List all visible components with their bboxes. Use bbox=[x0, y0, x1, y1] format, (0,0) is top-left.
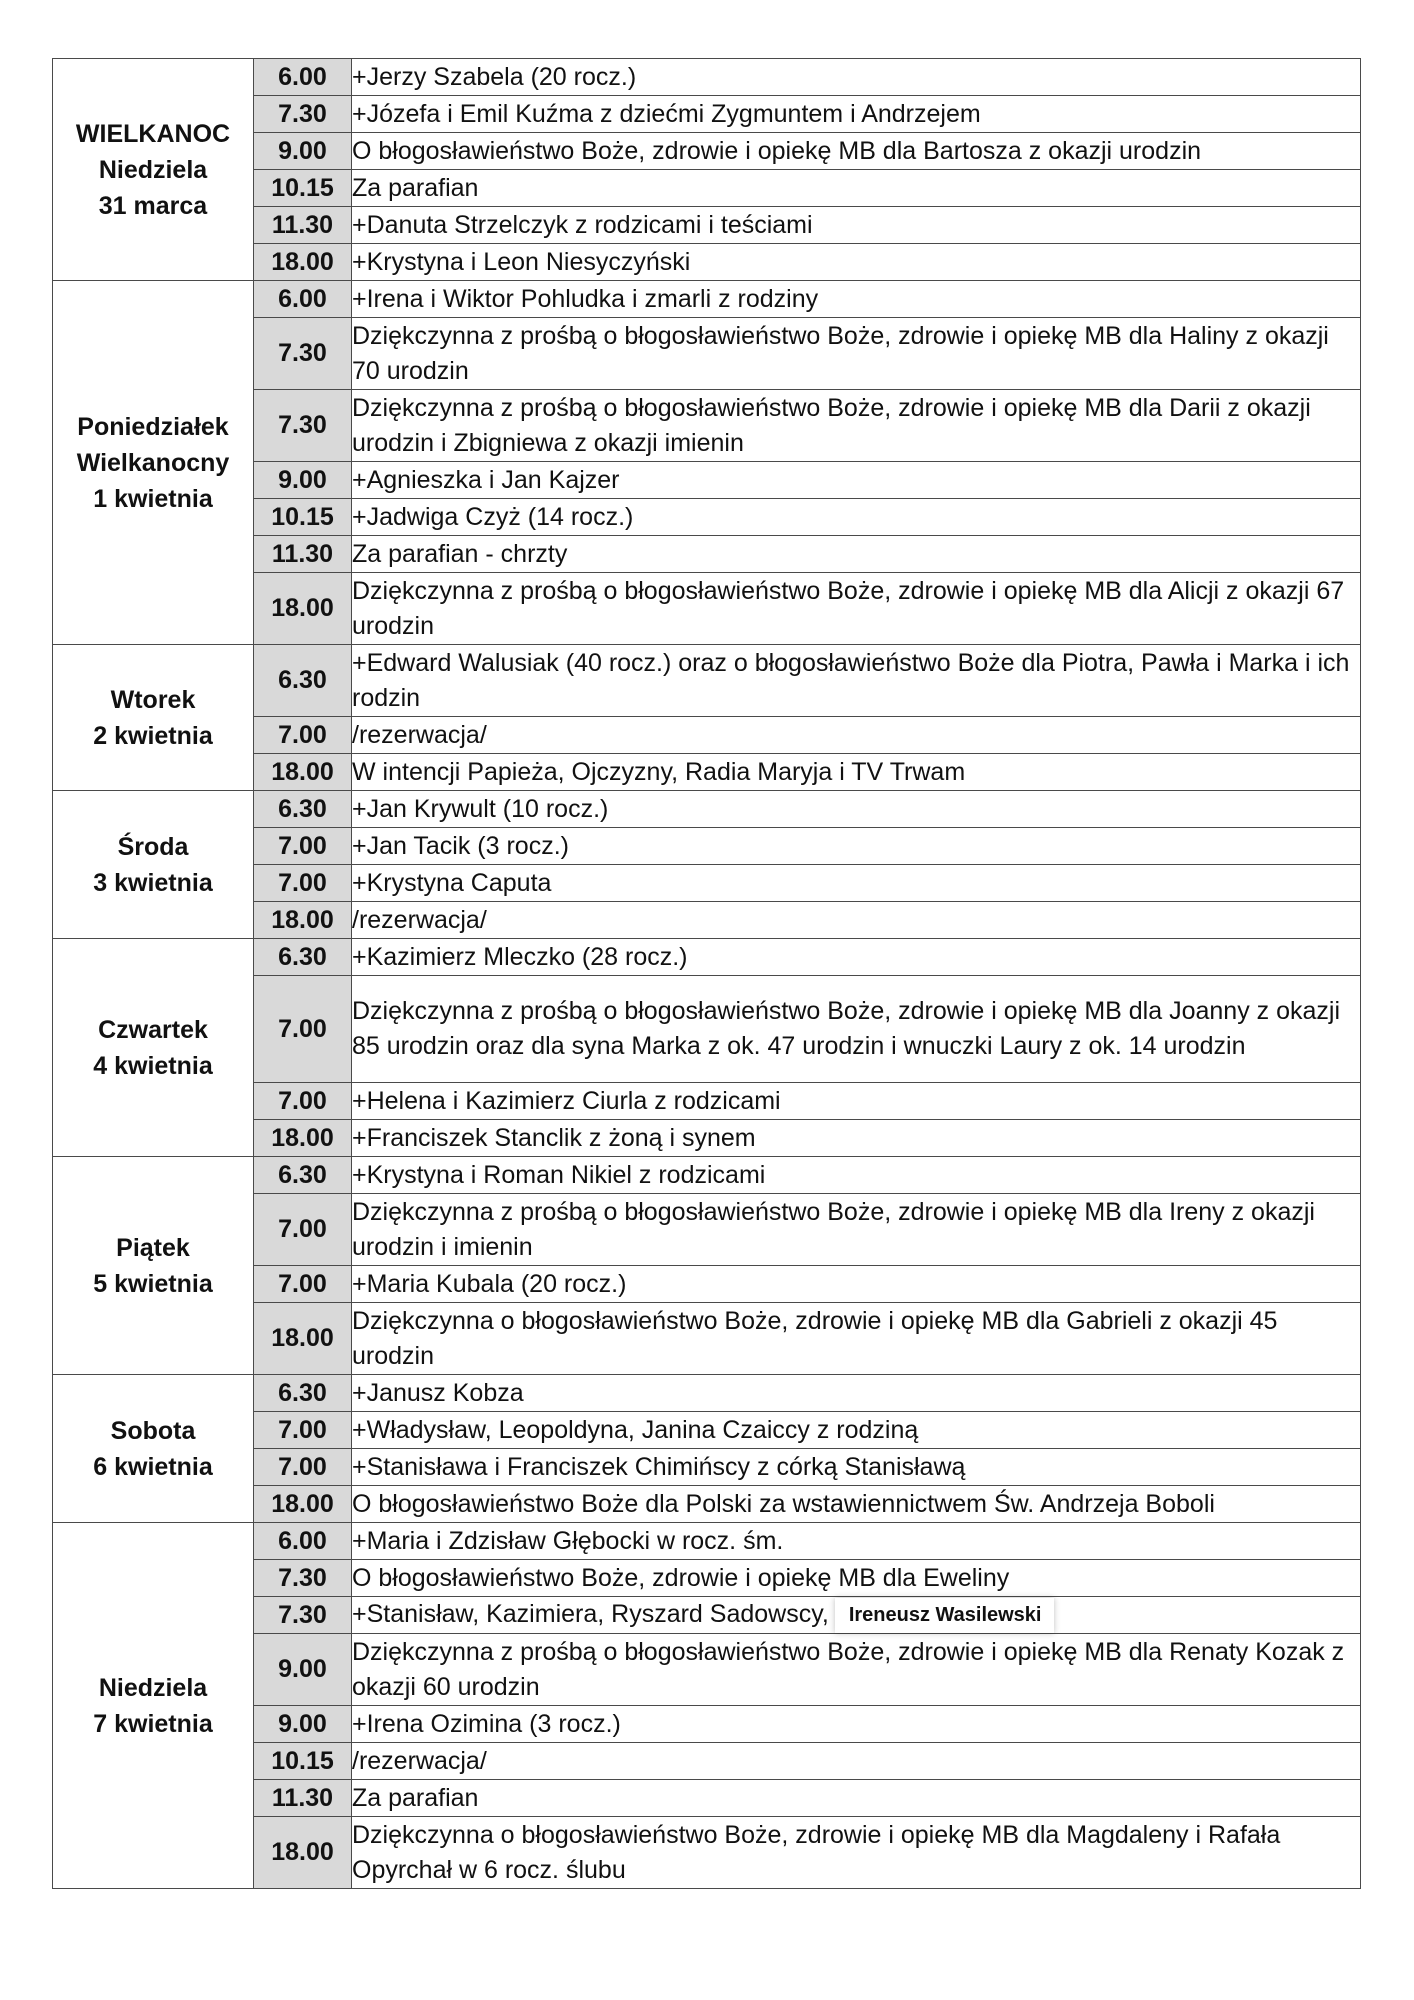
mass-time: 18.00 bbox=[254, 754, 352, 791]
mass-intention-cell bbox=[352, 1634, 1361, 1706]
mass-intention: +Krystyna i Leon Niesyczyński bbox=[352, 247, 691, 276]
schedule-body bbox=[53, 59, 1361, 1889]
mass-time: 11.30 bbox=[254, 1780, 352, 1817]
table-row bbox=[53, 281, 1361, 318]
table-row bbox=[53, 645, 1361, 717]
mass-intention-cell bbox=[352, 902, 1361, 939]
mass-intention: O błogosławieństwo Boże dla Polski za wstawiennictwem Św. Andrzeja Boboli bbox=[352, 1489, 1215, 1518]
day-date: 3 kwietnia bbox=[93, 868, 213, 897]
mass-time: 10.15 bbox=[254, 499, 352, 536]
mass-time: 7.00 bbox=[254, 1412, 352, 1449]
mass-intention-cell bbox=[352, 717, 1361, 754]
mass-intention-cell bbox=[352, 133, 1361, 170]
mass-intention-cell bbox=[352, 1083, 1361, 1120]
mass-intention: /rezerwacja/ bbox=[352, 720, 487, 749]
mass-intention: +Helena i Kazimierz Ciurla z rodzicami bbox=[352, 1086, 781, 1115]
mass-intention: +Agnieszka i Jan Kajzer bbox=[352, 465, 620, 494]
mass-intention-cell bbox=[352, 1597, 1361, 1634]
mass-intention: +Edward Walusiak (40 rocz.) oraz o błogosławieństwo Boże dla Piotra, Pawła i Marka i ich rodzin bbox=[352, 648, 1350, 712]
mass-time: 11.30 bbox=[254, 207, 352, 244]
mass-intention: +Janusz Kobza bbox=[352, 1378, 524, 1407]
mass-intention-cell bbox=[352, 1523, 1361, 1560]
day-cell bbox=[53, 1375, 254, 1523]
mass-intention-cell bbox=[352, 791, 1361, 828]
day-subtitle: Niedziela bbox=[98, 155, 208, 184]
mass-intention: Za parafian bbox=[352, 1783, 479, 1812]
mass-time: 18.00 bbox=[254, 1303, 352, 1375]
mass-time: 7.30 bbox=[254, 1560, 352, 1597]
mass-intention: +Krystyna Caputa bbox=[352, 868, 552, 897]
mass-intention: O błogosławieństwo Boże, zdrowie i opiekę MB dla Eweliny bbox=[352, 1563, 1010, 1592]
day-date: 7 kwietnia bbox=[93, 1709, 213, 1738]
mass-intention-cell bbox=[352, 1449, 1361, 1486]
mass-intention: +Krystyna i Roman Nikiel z rodzicami bbox=[352, 1160, 766, 1189]
mass-intention: +Stanisława i Franciszek Chimińscy z córką Stanisławą bbox=[352, 1452, 966, 1481]
mass-intention-cell bbox=[352, 865, 1361, 902]
day-date: 6 kwietnia bbox=[93, 1452, 213, 1481]
mass-time: 18.00 bbox=[254, 573, 352, 645]
day-cell bbox=[53, 939, 254, 1157]
table-row bbox=[53, 1523, 1361, 1560]
mass-time: 7.30 bbox=[254, 96, 352, 133]
mass-intention: Dziękczynna z prośbą o błogosławieństwo Boże, zdrowie i opiekę MB dla Alicji z okazji 67 urodzin bbox=[352, 576, 1345, 640]
mass-time: 7.00 bbox=[254, 865, 352, 902]
mass-intentions-table bbox=[52, 58, 1361, 1889]
mass-intention-cell bbox=[352, 1303, 1361, 1375]
mass-time: 7.00 bbox=[254, 1449, 352, 1486]
day-cell bbox=[53, 281, 254, 645]
mass-intention: Dziękczynna o błogosławieństwo Boże, zdrowie i opiekę MB dla Gabrieli z okazji 45 urodzin bbox=[352, 1306, 1278, 1370]
mass-intention-cell bbox=[352, 645, 1361, 717]
mass-intention: Za parafian - chrzty bbox=[352, 539, 568, 568]
mass-time: 9.00 bbox=[254, 1706, 352, 1743]
mass-intention-cell bbox=[352, 1194, 1361, 1266]
mass-intention-cell bbox=[352, 1706, 1361, 1743]
mass-intention: W intencji Papieża, Ojczyzny, Radia Maryja i TV Trwam bbox=[352, 757, 966, 786]
mass-intention: +Władysław, Leopoldyna, Janina Czaiccy z rodziną bbox=[352, 1415, 919, 1444]
mass-intention: +Jerzy Szabela (20 rocz.) bbox=[352, 62, 637, 91]
mass-time: 18.00 bbox=[254, 902, 352, 939]
day-cell bbox=[53, 791, 254, 939]
mass-intention-cell bbox=[352, 1120, 1361, 1157]
table-row bbox=[53, 791, 1361, 828]
mass-intention-cell bbox=[352, 207, 1361, 244]
mass-time: 7.00 bbox=[254, 1194, 352, 1266]
mass-intention-cell bbox=[352, 1560, 1361, 1597]
mass-intention: +Irena Ozimina (3 rocz.) bbox=[352, 1709, 621, 1738]
day-date: 4 kwietnia bbox=[93, 1051, 213, 1080]
mass-time: 6.00 bbox=[254, 281, 352, 318]
mass-intention-cell bbox=[352, 828, 1361, 865]
mass-intention: Za parafian bbox=[352, 173, 479, 202]
mass-intention: Dziękczynna z prośbą o błogosławieństwo Boże, zdrowie i opiekę MB dla Joanny z okazji 85 urodzin oraz dla syna Marka z ok. 47 urodzin i wnuczki Laury z ok. 14 urodzin bbox=[352, 997, 1341, 1060]
day-cell bbox=[53, 59, 254, 281]
mass-time: 18.00 bbox=[254, 1817, 352, 1889]
mass-time: 6.30 bbox=[254, 645, 352, 717]
mass-time: 18.00 bbox=[254, 244, 352, 281]
mass-time: 9.00 bbox=[254, 1634, 352, 1706]
mass-time: 18.00 bbox=[254, 1486, 352, 1523]
mass-time: 7.00 bbox=[254, 976, 352, 1083]
mass-time: 7.00 bbox=[254, 717, 352, 754]
mass-time: 7.00 bbox=[254, 1266, 352, 1303]
table-row bbox=[53, 939, 1361, 976]
mass-time: 6.00 bbox=[254, 1523, 352, 1560]
mass-time: 6.30 bbox=[254, 1375, 352, 1412]
mass-intention-cell bbox=[352, 1375, 1361, 1412]
mass-time: 9.00 bbox=[254, 462, 352, 499]
mass-intention: +Jadwiga Czyż (14 rocz.) bbox=[352, 502, 634, 531]
mass-intention: /rezerwacja/ bbox=[352, 1746, 487, 1775]
day-date: 31 marca bbox=[98, 191, 208, 220]
mass-time: 7.30 bbox=[254, 318, 352, 390]
mass-time: 7.00 bbox=[254, 1083, 352, 1120]
mass-time: 6.00 bbox=[254, 59, 352, 96]
mass-intention-cell bbox=[352, 244, 1361, 281]
day-subtitle: Wielkanocny bbox=[76, 448, 230, 477]
mass-intention: +Franciszek Stanclik z żoną i synem bbox=[352, 1123, 756, 1152]
mass-intention: +Stanisław, Kazimiera, Ryszard Sadowscy, bbox=[352, 1600, 829, 1629]
day-date: 1 kwietnia bbox=[93, 484, 213, 513]
mass-time: 10.15 bbox=[254, 1743, 352, 1780]
mass-intention: Dziękczynna z prośbą o błogosławieństwo Boże, zdrowie i opiekę MB dla Renaty Kozak z okazji 60 urodzin bbox=[352, 1637, 1345, 1701]
mass-intention: Dziękczynna z prośbą o błogosławieństwo Boże, zdrowie i opiekę MB dla Haliny z okazji 70 urodzin bbox=[352, 321, 1329, 385]
mass-intention-cell bbox=[352, 1780, 1361, 1817]
mass-intention-cell bbox=[352, 1486, 1361, 1523]
mass-intention: +Jan Tacik (3 rocz.) bbox=[352, 831, 569, 860]
day-name: Poniedziałek bbox=[77, 412, 229, 441]
mass-intention: +Irena i Wiktor Pohludka i zmarli z rodziny bbox=[352, 284, 819, 313]
table-row bbox=[53, 59, 1361, 96]
mass-intention-cell bbox=[352, 96, 1361, 133]
mass-intention-cell bbox=[352, 1743, 1361, 1780]
mass-intention-cell bbox=[352, 59, 1361, 96]
mass-intention-cell bbox=[352, 462, 1361, 499]
mass-time: 9.00 bbox=[254, 133, 352, 170]
day-name: WIELKANOC bbox=[75, 119, 231, 148]
mass-time: 7.00 bbox=[254, 828, 352, 865]
table-row bbox=[53, 1375, 1361, 1412]
mass-intention: +Kazimierz Mleczko (28 rocz.) bbox=[352, 942, 688, 971]
mass-time: 6.30 bbox=[254, 1157, 352, 1194]
mass-time: 6.30 bbox=[254, 939, 352, 976]
mass-intention-cell bbox=[352, 939, 1361, 976]
mass-intention-cell bbox=[352, 499, 1361, 536]
mass-intention-cell bbox=[352, 390, 1361, 462]
day-date: 2 kwietnia bbox=[93, 721, 213, 750]
mass-intention: Dziękczynna z prośbą o błogosławieństwo Boże, zdrowie i opiekę MB dla Darii z okazji urodzin i Zbigniewa z okazji imienin bbox=[352, 393, 1311, 457]
day-cell bbox=[53, 645, 254, 791]
day-cell bbox=[53, 1157, 254, 1375]
day-date: 5 kwietnia bbox=[93, 1269, 213, 1298]
mass-intention-cell bbox=[352, 1817, 1361, 1889]
table-row bbox=[53, 1157, 1361, 1194]
mass-time: 6.30 bbox=[254, 791, 352, 828]
mass-intention-cell bbox=[352, 318, 1361, 390]
mass-intention-cell bbox=[352, 281, 1361, 318]
mass-intention-cell bbox=[352, 573, 1361, 645]
mass-intention-cell bbox=[352, 754, 1361, 791]
mass-time: 18.00 bbox=[254, 1120, 352, 1157]
mass-intention-cell bbox=[352, 170, 1361, 207]
mass-intention: +Jan Krywult (10 rocz.) bbox=[352, 794, 609, 823]
mass-time: 7.30 bbox=[254, 390, 352, 462]
day-name: Wtorek bbox=[110, 685, 196, 714]
mass-intention-cell bbox=[352, 976, 1361, 1083]
mass-time: 10.15 bbox=[254, 170, 352, 207]
mass-intention-cell bbox=[352, 536, 1361, 573]
day-name: Piątek bbox=[116, 1233, 190, 1262]
mass-intention: +Józefa i Emil Kuźma z dziećmi Zygmuntem i Andrzejem bbox=[352, 99, 981, 128]
mass-time: 11.30 bbox=[254, 536, 352, 573]
day-name: Niedziela bbox=[98, 1673, 208, 1702]
name-stamp: Ireneusz Wasilewski bbox=[835, 1598, 1054, 1633]
mass-intention: /rezerwacja/ bbox=[352, 905, 487, 934]
mass-intention: +Maria i Zdzisław Głębocki w rocz. śm. bbox=[352, 1526, 784, 1555]
mass-intention-cell bbox=[352, 1412, 1361, 1449]
mass-intention: +Maria Kubala (20 rocz.) bbox=[352, 1269, 627, 1298]
mass-intention: O błogosławieństwo Boże, zdrowie i opiekę MB dla Bartosza z okazji urodzin bbox=[352, 136, 1202, 165]
mass-intention: +Danuta Strzelczyk z rodzicami i teściami bbox=[352, 210, 813, 239]
mass-intention: Dziękczynna z prośbą o błogosławieństwo Boże, zdrowie i opiekę MB dla Ireny z okazji urodzin i imienin bbox=[352, 1197, 1315, 1261]
day-cell bbox=[53, 1523, 254, 1889]
day-name: Sobota bbox=[110, 1416, 196, 1445]
day-name: Czwartek bbox=[98, 1015, 208, 1044]
mass-time: 7.30 bbox=[254, 1597, 352, 1634]
mass-intention-cell bbox=[352, 1266, 1361, 1303]
mass-intention: Dziękczynna o błogosławieństwo Boże, zdrowie i opiekę MB dla Magdaleny i Rafała Opyrchał w 6 rocz. ślubu bbox=[352, 1820, 1281, 1884]
mass-intention-cell bbox=[352, 1157, 1361, 1194]
day-name: Środa bbox=[117, 832, 189, 861]
